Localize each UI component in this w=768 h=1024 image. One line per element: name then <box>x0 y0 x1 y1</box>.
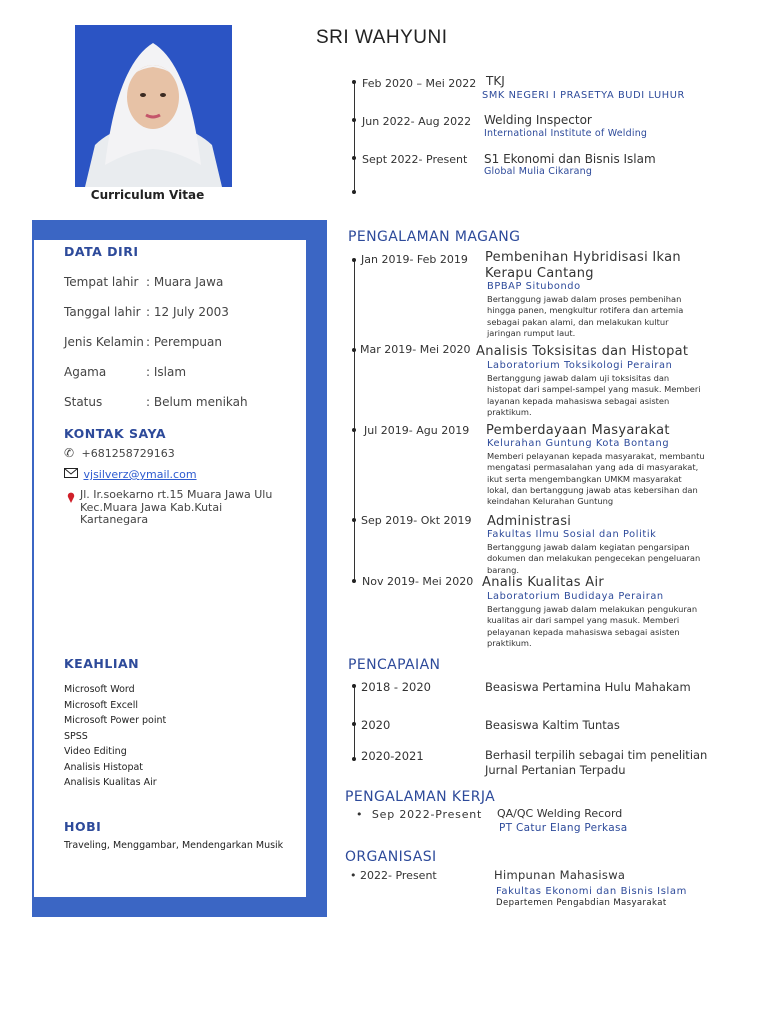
data-row-kelamin <box>64 335 222 349</box>
timeline-dot <box>352 156 356 160</box>
bullet-icon: • <box>356 808 372 821</box>
desc-line: jaringan rumput laut. <box>487 327 576 338</box>
skills-list <box>64 682 166 791</box>
timeline-dot <box>352 348 356 352</box>
timeline-dot <box>352 579 356 583</box>
magang-date: Nov 2019- Mei 2020 <box>362 575 474 588</box>
skill-item: SPSS <box>64 730 88 742</box>
profile-photo <box>75 25 232 187</box>
timeline-dot <box>352 757 356 761</box>
desc-line: pelayanan kepada mahasiswa sebagai asisten <box>487 626 680 637</box>
pencapaian-heading: PENCAPAIAN <box>348 657 441 673</box>
magang-org: Laboratorium Toksikologi Perairan <box>487 360 673 371</box>
row-value: : Belum menikah <box>146 395 248 409</box>
organisasi-date-row <box>350 869 437 882</box>
desc-line: Memberi pelayanan kepada masyarakat, membantu <box>487 451 705 461</box>
organisasi-heading: ORGANISASI <box>345 849 437 865</box>
kontak-heading: KONTAK SAYA <box>64 426 166 441</box>
row-label: Tanggal lahir <box>64 305 141 319</box>
row-label: Tempat lahir <box>64 275 139 289</box>
kerja-title: QA/QC Welding Record <box>497 807 623 820</box>
desc-line: layanan kepada mahasiswa sebagai asisten <box>487 395 670 406</box>
magang-date: Jul 2019- Agu 2019 <box>364 424 470 437</box>
phone-row <box>64 446 175 460</box>
desc-line: keindahan Kelurahan Guntung <box>487 496 614 507</box>
magang-date: Jan 2019- Feb 2019 <box>361 253 468 266</box>
hobi-text: Traveling, Menggambar, Mendengarkan Musik <box>64 840 284 851</box>
magang-title: Pemberdayaan Masyarakat <box>486 423 670 438</box>
email-link[interactable]: vjsilverz@ymail.com <box>83 468 197 481</box>
desc-line: Bertanggung jawab dalam melakukan pengukuran <box>487 604 698 614</box>
row-value: : 12 July 2003 <box>146 305 229 319</box>
row-label: Agama <box>64 365 107 379</box>
magang-org: Laboratorium Budidaya Perairan <box>487 591 664 602</box>
timeline-dot <box>352 190 356 194</box>
data-row-agama <box>64 365 186 379</box>
desc-line: praktikum. <box>487 637 532 648</box>
education-org: International Institute of Welding <box>484 128 648 139</box>
education-org: Global Mulia Cikarang <box>484 166 593 177</box>
pencapaian-text: Beasiswa Kaltim Tuntas <box>485 718 620 732</box>
envelope-icon <box>64 468 80 481</box>
education-timeline-line <box>354 82 355 193</box>
magang-desc <box>487 373 707 418</box>
magang-title: Analis Kualitas Air <box>482 575 605 590</box>
row-label: Jenis Kelamin <box>64 335 144 349</box>
desc-line: Bertanggung jawab dalam kegiatan pengarsipan <box>487 542 690 552</box>
timeline-dot <box>352 684 356 688</box>
desc-line: histopat dari sampel-sampel yang masuk. Memberi <box>487 384 701 395</box>
desc-line: lokal, dan bertanggung jawab atas kebersihan dan <box>487 484 698 495</box>
row-value: : Muara Jawa <box>146 275 224 289</box>
magang-timeline-line <box>354 260 355 582</box>
email-row <box>64 468 197 481</box>
address-line: Kartanegara <box>80 513 149 526</box>
desc-line: ikut serta mengembangkan UMKM masyarakat <box>487 473 682 484</box>
magang-org: Kelurahan Guntung Kota Bontang <box>487 438 670 449</box>
pencapaian-text: Beasiswa Pertamina Hulu Mahakam <box>485 680 691 694</box>
timeline-dot <box>352 118 356 122</box>
timeline-dot <box>352 80 356 84</box>
education-org: SMK NEGERI I PRASETYA BUDI LUHUR <box>482 90 685 101</box>
pencapaian-date: 2020-2021 <box>361 749 424 763</box>
desc-line: Bertanggung jawab dalam proses pembenihan <box>487 294 682 304</box>
address <box>80 489 272 527</box>
data-row-tempat <box>64 275 223 289</box>
magang-desc <box>487 604 712 649</box>
magang-title-line2: Kerapu Cantang <box>485 266 594 281</box>
kerja-org: PT Catur Elang Perkasa <box>499 822 628 834</box>
timeline-dot <box>352 518 356 522</box>
desc-line: barang. <box>487 564 520 575</box>
phone-number: +681258729163 <box>81 447 175 460</box>
desc-line: dokumen dan melakukan pengecekan pengeluaran <box>487 553 701 564</box>
timeline-dot <box>352 258 356 262</box>
skill-item: Microsoft Word <box>64 684 135 695</box>
panel-frame-right <box>306 240 327 897</box>
pencapaian-text <box>485 748 707 778</box>
keahlian-heading: KEAHLIAN <box>64 656 140 671</box>
pencapaian-line: Berhasil terpilih sebagai tim penelitian <box>485 748 708 762</box>
desc-line: hingga panen, mengkultur rotifera dan artemia <box>487 305 684 316</box>
desc-line: praktikum. <box>487 406 532 417</box>
skill-item: Analisis Histopat <box>64 761 144 773</box>
pencapaian-date: 2018 - 2020 <box>361 680 431 694</box>
magang-heading: PENGALAMAN MAGANG <box>348 229 521 245</box>
pencapaian-line: Jurnal Pertanian Terpadu <box>485 763 626 777</box>
skill-item: Analisis Kualitas Air <box>64 777 157 788</box>
organisasi-title: Himpunan Mahasiswa <box>494 868 626 882</box>
education-date: Feb 2020 – Mei 2022 <box>362 77 477 90</box>
magang-title: Administrasi <box>487 514 572 529</box>
map-pin-icon <box>67 488 75 507</box>
magang-org: Fakultas Ilmu Sosial dan Politik <box>487 529 657 540</box>
timeline-dot <box>352 722 356 726</box>
hobi-heading: HOBI <box>64 819 102 834</box>
skill-item: Video Editing <box>64 746 127 757</box>
kerja-date: Sep 2022-Present <box>371 808 483 821</box>
magang-desc <box>487 451 712 507</box>
desc-line: Bertanggung jawab dalam uji toksisitas dan <box>487 373 670 383</box>
education-title: S1 Ekonomi dan Bisnis Islam <box>484 152 656 166</box>
education-title: Welding Inspector <box>484 113 592 127</box>
desc-line: kualitas air dari sampel yang masuk. Memberi <box>487 615 680 626</box>
pencapaian-date: 2020 <box>361 718 391 732</box>
magang-org: BPBAP Situbondo <box>487 281 581 292</box>
panel-frame-left <box>32 240 34 897</box>
skill-item: Microsoft Power point <box>64 715 167 726</box>
magang-date: Mar 2019- Mei 2020 <box>360 343 471 356</box>
panel-frame-top <box>32 220 327 240</box>
kerja-date-row <box>356 808 482 821</box>
desc-line: mengatasi permasalahan yang ada di masyarakat, <box>487 462 699 473</box>
timeline-dot <box>352 428 356 432</box>
person-name: SRI WAHYUNI <box>316 27 448 48</box>
cv-label: Curriculum Vitae <box>90 188 205 202</box>
desc-line: sebagai pakan alami, dan melakukan kultur <box>487 316 669 327</box>
portrait-illustration <box>75 25 232 187</box>
magang-date: Sep 2019- Okt 2019 <box>361 514 472 527</box>
data-diri-heading: DATA DIRI <box>64 244 139 259</box>
row-value: : Perempuan <box>146 335 222 349</box>
skill-item: Microsoft Excell <box>64 699 139 711</box>
address-line: Kec.Muara Jawa Kab.Kutai <box>80 500 223 514</box>
organisasi-date: 2022- Present <box>360 869 437 882</box>
organisasi-org: Fakultas Ekonomi dan Bisnis Islam <box>496 886 687 897</box>
data-row-tanggal <box>64 305 229 319</box>
magang-title: Pembenihan Hybridisasi Ikan <box>485 250 681 265</box>
panel-frame-bottom <box>32 897 327 917</box>
magang-desc <box>487 294 707 339</box>
education-date: Jun 2022- Aug 2022 <box>362 115 472 128</box>
data-row-status <box>64 395 248 409</box>
bullet-icon: • <box>350 869 360 882</box>
address-line: Jl. Ir.soekarno rt.15 Muara Jawa Ulu <box>80 488 273 501</box>
magang-title: Analisis Toksisitas dan Histopat <box>476 344 689 359</box>
organisasi-role: Departemen Pengabdian Masyarakat <box>496 898 667 908</box>
row-value: : Islam <box>146 365 187 379</box>
education-title: TKJ <box>486 74 505 88</box>
phone-icon: ✆ <box>64 446 75 460</box>
magang-desc <box>487 542 707 576</box>
row-label: Status <box>64 395 103 409</box>
kerja-heading: PENGALAMAN KERJA <box>345 789 496 805</box>
education-date: Sept 2022- Present <box>362 153 468 166</box>
